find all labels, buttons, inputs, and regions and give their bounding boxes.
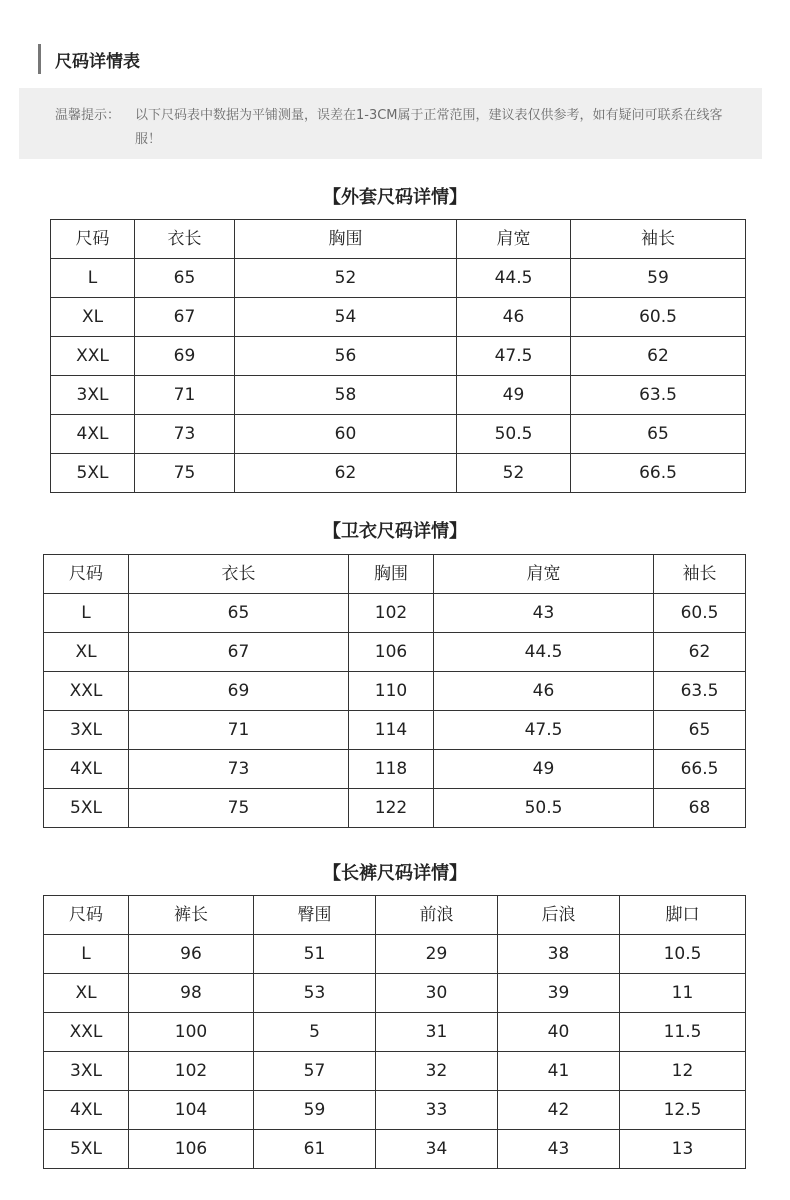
measurement-cell: 66.5 — [654, 750, 746, 789]
notice-label: 温馨提示： — [55, 108, 121, 123]
measurement-cell: 47.5 — [457, 337, 571, 376]
measurement-cell: 50.5 — [434, 789, 654, 828]
column-header: 肩宽 — [457, 220, 571, 259]
measurement-cell: 96 — [129, 935, 254, 974]
column-header: 袖长 — [654, 555, 746, 594]
hoodie-section-title: 【卫衣尺码详情】 — [323, 521, 467, 542]
measurement-cell: 50.5 — [457, 415, 571, 454]
size-cell: 5XL — [51, 454, 135, 493]
column-header: 尺码 — [51, 220, 135, 259]
table-row — [44, 633, 746, 672]
table-row — [44, 1052, 746, 1091]
size-cell: L — [44, 935, 129, 974]
size-cell: XL — [44, 974, 129, 1013]
measurement-cell: 69 — [129, 672, 349, 711]
measurement-cell: 32 — [376, 1052, 498, 1091]
column-header: 胸围 — [349, 555, 434, 594]
measurement-cell: 65 — [654, 711, 746, 750]
measurement-cell: 60.5 — [654, 594, 746, 633]
measurement-cell: 31 — [376, 1013, 498, 1052]
measurement-cell: 67 — [135, 298, 235, 337]
column-header: 脚口 — [620, 896, 746, 935]
table-row — [44, 594, 746, 633]
table-row — [44, 1091, 746, 1130]
measurement-cell: 11 — [620, 974, 746, 1013]
measurement-cell: 63.5 — [571, 376, 746, 415]
table-row — [51, 454, 746, 493]
measurement-cell: 106 — [349, 633, 434, 672]
measurement-cell: 40 — [498, 1013, 620, 1052]
measurement-cell: 33 — [376, 1091, 498, 1130]
table-row — [44, 711, 746, 750]
size-cell: XL — [51, 298, 135, 337]
jacket-section-title: 【外套尺码详情】 — [323, 187, 467, 208]
measurement-cell: 114 — [349, 711, 434, 750]
measurement-cell: 54 — [235, 298, 457, 337]
column-header: 前浪 — [376, 896, 498, 935]
measurement-cell: 53 — [254, 974, 376, 1013]
column-header: 尺码 — [44, 896, 129, 935]
measurement-cell: 71 — [129, 711, 349, 750]
measurement-cell: 104 — [129, 1091, 254, 1130]
table-row — [51, 415, 746, 454]
measurement-cell: 44.5 — [434, 633, 654, 672]
size-cell: 3XL — [44, 1052, 129, 1091]
page-heading — [38, 44, 140, 74]
measurement-cell: 12 — [620, 1052, 746, 1091]
measurement-cell: 56 — [235, 337, 457, 376]
size-cell: 4XL — [51, 415, 135, 454]
measurement-cell: 61 — [254, 1130, 376, 1169]
measurement-cell: 41 — [498, 1052, 620, 1091]
size-cell: 5XL — [44, 789, 129, 828]
measurement-cell: 62 — [235, 454, 457, 493]
heading-accent-bar — [38, 44, 41, 74]
size-cell: 3XL — [51, 376, 135, 415]
measurement-cell: 49 — [434, 750, 654, 789]
measurement-cell: 43 — [434, 594, 654, 633]
measurement-cell: 34 — [376, 1130, 498, 1169]
measurement-cell: 100 — [129, 1013, 254, 1052]
column-header: 裤长 — [129, 896, 254, 935]
measurement-cell: 122 — [349, 789, 434, 828]
size-cell: 4XL — [44, 750, 129, 789]
measurement-cell: 106 — [129, 1130, 254, 1169]
measurement-cell: 30 — [376, 974, 498, 1013]
measurement-cell: 60 — [235, 415, 457, 454]
table-row — [44, 789, 746, 828]
table-row — [44, 1013, 746, 1052]
measurement-cell: 65 — [135, 259, 235, 298]
column-header: 衣长 — [129, 555, 349, 594]
measurement-cell: 13 — [620, 1130, 746, 1169]
measurement-cell: 75 — [135, 454, 235, 493]
measurement-cell: 65 — [129, 594, 349, 633]
measurement-cell: 42 — [498, 1091, 620, 1130]
column-header: 衣长 — [135, 220, 235, 259]
table-row — [51, 259, 746, 298]
column-header: 后浪 — [498, 896, 620, 935]
table-row — [44, 750, 746, 789]
measurement-cell: 65 — [571, 415, 746, 454]
size-cell: XXL — [51, 337, 135, 376]
measurement-cell: 10.5 — [620, 935, 746, 974]
table-row — [51, 298, 746, 337]
measurement-cell: 62 — [571, 337, 746, 376]
measurement-cell: 52 — [235, 259, 457, 298]
size-cell: XL — [44, 633, 129, 672]
measurement-cell: 44.5 — [457, 259, 571, 298]
notice-box — [19, 88, 762, 159]
measurement-cell: 43 — [498, 1130, 620, 1169]
measurement-cell: 67 — [129, 633, 349, 672]
table-row — [44, 935, 746, 974]
column-header: 臀围 — [254, 896, 376, 935]
measurement-cell: 39 — [498, 974, 620, 1013]
measurement-cell: 59 — [254, 1091, 376, 1130]
measurement-cell: 69 — [135, 337, 235, 376]
size-cell: L — [51, 259, 135, 298]
hoodie-size-table — [43, 554, 746, 828]
table-row — [44, 672, 746, 711]
measurement-cell: 57 — [254, 1052, 376, 1091]
table-row — [44, 1130, 746, 1169]
measurement-cell: 62 — [654, 633, 746, 672]
measurement-cell: 47.5 — [434, 711, 654, 750]
size-cell: XXL — [44, 1013, 129, 1052]
measurement-cell: 5 — [254, 1013, 376, 1052]
size-cell: XXL — [44, 672, 129, 711]
table-row — [51, 376, 746, 415]
measurement-cell: 68 — [654, 789, 746, 828]
notice-text: 以下尺码表中数据为平铺测量，误差在1-3CM属于正常范围，建议表仅供参考，如有疑问可联系在线客服！ — [135, 108, 723, 147]
measurement-cell: 98 — [129, 974, 254, 1013]
size-cell: 5XL — [44, 1130, 129, 1169]
measurement-cell: 102 — [349, 594, 434, 633]
measurement-cell: 71 — [135, 376, 235, 415]
measurement-cell: 38 — [498, 935, 620, 974]
column-header: 肩宽 — [434, 555, 654, 594]
measurement-cell: 102 — [129, 1052, 254, 1091]
size-cell: 4XL — [44, 1091, 129, 1130]
trousers-size-table — [43, 895, 746, 1169]
jacket-size-table — [50, 219, 746, 493]
measurement-cell: 66.5 — [571, 454, 746, 493]
size-cell: 3XL — [44, 711, 129, 750]
table-row — [51, 337, 746, 376]
measurement-cell: 51 — [254, 935, 376, 974]
column-header: 尺码 — [44, 555, 129, 594]
measurement-cell: 58 — [235, 376, 457, 415]
measurement-cell: 46 — [457, 298, 571, 337]
measurement-cell: 46 — [434, 672, 654, 711]
hoodie-header-row — [44, 555, 746, 594]
column-header: 袖长 — [571, 220, 746, 259]
measurement-cell: 75 — [129, 789, 349, 828]
column-header: 胸围 — [235, 220, 457, 259]
size-cell: L — [44, 594, 129, 633]
measurement-cell: 110 — [349, 672, 434, 711]
trousers-header-row — [44, 896, 746, 935]
measurement-cell: 63.5 — [654, 672, 746, 711]
measurement-cell: 118 — [349, 750, 434, 789]
measurement-cell: 60.5 — [571, 298, 746, 337]
measurement-cell: 59 — [571, 259, 746, 298]
measurement-cell: 49 — [457, 376, 571, 415]
jacket-header-row — [51, 220, 746, 259]
table-row — [44, 974, 746, 1013]
measurement-cell: 73 — [135, 415, 235, 454]
trousers-section-title: 【长裤尺码详情】 — [323, 863, 467, 884]
measurement-cell: 73 — [129, 750, 349, 789]
measurement-cell: 29 — [376, 935, 498, 974]
measurement-cell: 11.5 — [620, 1013, 746, 1052]
page-title: 尺码详情表 — [55, 51, 140, 72]
measurement-cell: 12.5 — [620, 1091, 746, 1130]
measurement-cell: 52 — [457, 454, 571, 493]
